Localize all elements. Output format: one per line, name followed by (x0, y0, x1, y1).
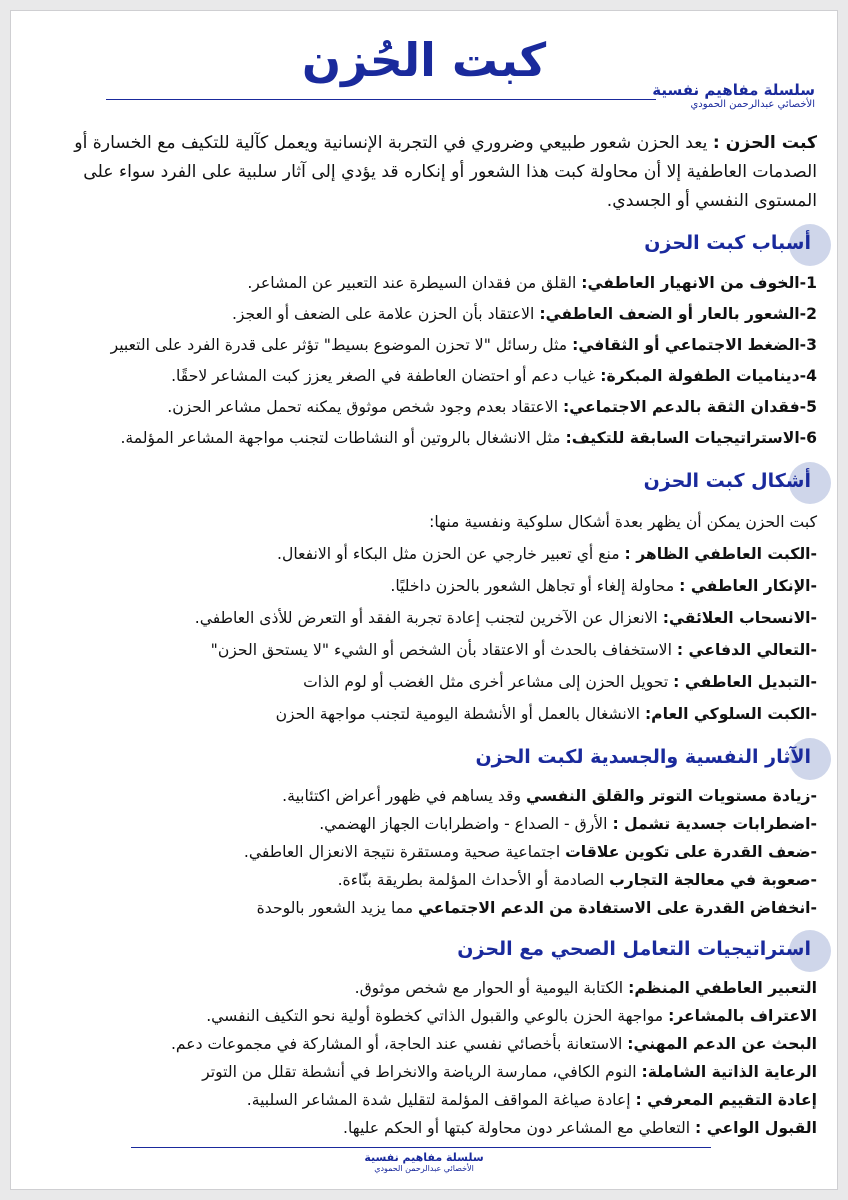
effects-list (29, 782, 817, 922)
list-item (29, 698, 817, 730)
item-term: -الكبت العاطفي الظاهر : (624, 545, 817, 563)
list-item (29, 361, 817, 392)
item-term: -اضطرابات جسدية تشمل : (612, 815, 817, 833)
item-term: إعادة التقييم المعرفي : (635, 1091, 817, 1109)
item-term: -الكبت السلوكي العام: (644, 705, 817, 723)
item-term: -الإنكار العاطفي : (679, 577, 817, 595)
intro-paragraph (29, 129, 817, 216)
item-text: الاستخفاف بالحدث أو الاعتقاد بأن الشخص أو الشيء "لا يستحق الحزن" (210, 641, 677, 659)
item-term: 5-فقدان الثقة بالدعم الاجتماعي: (563, 398, 817, 416)
section-heading-forms (29, 460, 817, 506)
list-item (29, 894, 817, 922)
section-heading-text: الآثار النفسية والجسدية لكبت الحزن (475, 746, 811, 768)
list-item (29, 1002, 817, 1030)
item-term: 4-ديناميات الطفولة المبكرة: (600, 367, 817, 385)
item-text: الاعتقاد بأن الحزن علامة على الضعف أو العجز. (231, 305, 540, 323)
item-text: الصادمة أو الأحداث المؤلمة بطريقة بنّاءة. (337, 871, 610, 889)
list-item (29, 602, 817, 634)
author-name: الأخصائي عبدالرحمن الحمودي (690, 99, 815, 110)
item-term: -الانسحاب العلائقي: (662, 609, 817, 627)
list-item (29, 838, 817, 866)
item-term: -التعالي الدفاعي : (676, 641, 817, 659)
section-heading-effects (29, 736, 817, 782)
item-text: تحويل الحزن إلى مشاعر أخرى مثل الغضب أو لوم الذات (303, 673, 674, 691)
list-item (29, 1086, 817, 1114)
list-item (29, 570, 817, 602)
item-text: إعادة صياغة المواقف المؤلمة لتقليل شدة المشاعر السلبية. (246, 1091, 636, 1109)
item-term: 3-الضغط الاجتماعي أو الثقافي: (572, 336, 817, 354)
item-text: الانشغال بالعمل أو الأنشطة اليومية لتجنب مواجهة الحزن (275, 705, 645, 723)
causes-list (29, 268, 817, 454)
forms-list (29, 538, 817, 730)
item-term: -ضعف القدرة على تكوين علاقات (565, 843, 817, 861)
item-term: 1-الخوف من الانهيار العاطفي: (581, 274, 817, 292)
item-text: غياب دعم أو احتضان العاطفة في الصغر يعزز كبت المشاعر لاحقًا. (171, 367, 601, 385)
item-text: محاولة إلغاء أو تجاهل الشعور بالحزن داخليًا. (390, 577, 680, 595)
item-term: 2-الشعور بالعار أو الضعف العاطفي: (539, 305, 817, 323)
item-term: -زيادة مستويات التوتر والقلق النفسي (526, 787, 817, 805)
footer-author-name: الأخصائي عبدالرحمن الحمودي (374, 1164, 474, 1173)
item-text: الاعتقاد بعدم وجود شخص موثوق يمكنه تحمل مشاعر الحزن. (167, 398, 564, 416)
page-footer (11, 1151, 837, 1173)
list-item (29, 1114, 817, 1142)
item-text: القلق من فقدان السيطرة عند التعبير عن المشاعر. (247, 274, 582, 292)
item-term: -انخفاض القدرة على الاستفادة من الدعم الاجتماعي (418, 899, 817, 917)
list-item (29, 1058, 817, 1086)
series-branding (652, 81, 815, 110)
item-term: 6-الاستراتيجيات السابقة للتكيف: (565, 429, 817, 447)
list-item (29, 866, 817, 894)
item-text: اجتماعية صحية ومستقرة نتيجة الانعزال العاطفي. (243, 843, 566, 861)
list-item (29, 538, 817, 570)
list-item (29, 392, 817, 423)
item-text: النوم الكافي، ممارسة الرياضة والانخراط في أنشطة تقلل من التوتر (202, 1063, 642, 1081)
item-text: مثل الانشغال بالروتين أو النشاطات لتجنب مواجهة المشاعر المؤلمة. (120, 429, 566, 447)
list-item (29, 1030, 817, 1058)
footer-series-name: سلسلة مفاهيم نفسية (364, 1151, 484, 1164)
item-term: القبول الواعي : (695, 1119, 817, 1137)
item-text: الأرق - الصداع - واضطرابات الجهاز الهضمي. (319, 815, 613, 833)
item-text: الاستعانة بأخصائي نفسي عند الحاجة، أو المشاركة في مجموعات دعم. (170, 1035, 628, 1053)
footer-divider (131, 1147, 711, 1148)
list-item (29, 810, 817, 838)
item-text: مثل رسائل "لا تحزن الموضوع بسيط" تؤثر على قدرة الفرد على التعبير (110, 336, 573, 354)
section-heading-strategies (29, 928, 817, 974)
item-term: التعبير العاطفي المنظم: (628, 979, 817, 997)
item-term: -التبديل العاطفي : (673, 673, 817, 691)
list-item (29, 634, 817, 666)
page-title: كبت الحُزن (301, 33, 547, 87)
list-item (29, 974, 817, 1002)
item-text: وقد يساهم في ظهور أعراض اكتئابية. (282, 787, 526, 805)
item-term: الرعاية الذاتية الشاملة: (641, 1063, 817, 1081)
strategies-list (29, 974, 817, 1142)
item-text: التعاطي مع المشاعر دون محاولة كبتها أو الحكم عليها. (343, 1119, 696, 1137)
item-term: الاعتراف بالمشاعر: (668, 1007, 817, 1025)
intro-text: يعد الحزن شعور طبيعي وضروري في التجربة الإنسانية ويعمل كآلية للتكيف مع الخسارة أو الصدمات العاطفية إلا أن محاولة كبت هذا الشعور أو إنكاره قد يؤدي إلى آثار سلبية على الفرد سواء على المستوى النفسي أو الجسدي. (74, 133, 817, 211)
item-term: -صعوبة في معالجة التجارب (609, 871, 817, 889)
section-heading-text: أسباب كبت الحزن (644, 232, 811, 254)
item-text: مما يزيد الشعور بالوحدة (256, 899, 419, 917)
series-name: سلسلة مفاهيم نفسية (652, 81, 815, 99)
item-text: مواجهة الحزن بالوعي والقبول الذاتي كخطوة أولية نحو التكيف النفسي. (206, 1007, 669, 1025)
list-item (29, 666, 817, 698)
item-text: الانعزال عن الآخرين لتجنب إعادة تجربة الفقد أو التعرض للأذى العاطفي. (194, 609, 663, 627)
item-text: منع أي تعبير خارجي عن الحزن مثل البكاء أو الانفعال. (277, 545, 625, 563)
section-heading-text: استراتيجيات التعامل الصحي مع الحزن (457, 938, 811, 960)
list-item (29, 330, 817, 361)
header-divider (106, 99, 656, 100)
item-text: الكتابة اليومية أو الحوار مع شخص موثوق. (354, 979, 629, 997)
forms-lead: كبت الحزن يمكن أن يظهر بعدة أشكال سلوكية ونفسية منها: (429, 513, 817, 531)
list-item (29, 423, 817, 454)
item-term: البحث عن الدعم المهني: (627, 1035, 817, 1053)
section-heading-causes (29, 222, 817, 268)
list-item (29, 299, 817, 330)
list-item (29, 782, 817, 810)
section-heading-text: أشكال كبت الحزن (643, 470, 811, 492)
intro-term: كبت الحزن : (712, 133, 817, 153)
document-page (10, 10, 838, 1190)
article-body (29, 129, 817, 1142)
list-item (29, 268, 817, 299)
